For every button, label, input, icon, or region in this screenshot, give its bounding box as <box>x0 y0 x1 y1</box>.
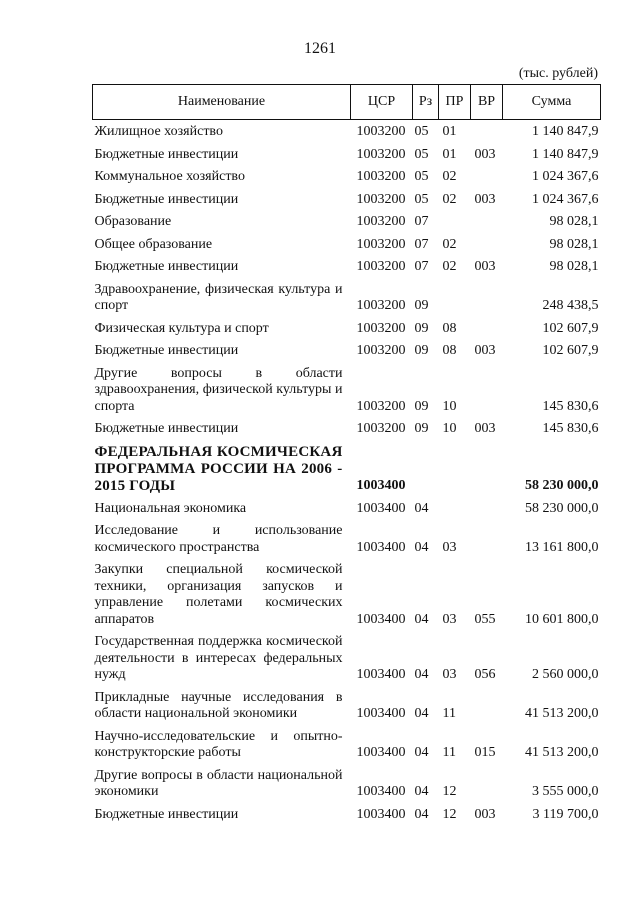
budget-table <box>92 84 601 826</box>
row-name: Бюджетные инвестиции <box>94 146 239 162</box>
row-csr: 1003400 <box>356 784 406 799</box>
row-vr: 003 <box>474 806 496 822</box>
row-csr: 1003200 <box>356 259 406 274</box>
row-vr <box>471 318 503 341</box>
row-rz: 07 <box>414 236 429 252</box>
row-csr: 1003400 <box>356 706 406 721</box>
row-pr: 01 <box>442 146 457 162</box>
header-sum: Сумма <box>503 85 601 120</box>
row-rz: 04 <box>414 539 429 555</box>
row-csr: 1003200 <box>356 146 406 162</box>
row-pr <box>439 498 471 521</box>
table-row <box>93 631 601 687</box>
header-csr: ЦСР <box>351 85 413 120</box>
row-name: Образование <box>94 214 172 229</box>
row-csr: 1003200 <box>356 398 406 414</box>
table-row <box>93 256 601 279</box>
row-name: Общее образование <box>94 236 213 252</box>
row-vr <box>471 211 503 234</box>
row-sum: 98 028,1 <box>549 214 599 229</box>
row-vr <box>471 120 503 144</box>
row-name: Бюджетные инвестиции <box>94 806 239 822</box>
row-vr: 055 <box>474 611 496 627</box>
row-rz: 05 <box>414 124 429 139</box>
row-rz: 07 <box>414 259 429 274</box>
row-vr <box>471 234 503 257</box>
table-row <box>93 804 601 827</box>
row-rz: 07 <box>414 214 429 229</box>
row-vr <box>471 166 503 189</box>
row-pr: 02 <box>442 236 457 252</box>
table-row <box>93 189 601 212</box>
row-name: Исследование и использование космического пространства <box>94 523 343 555</box>
row-pr: 11 <box>442 706 456 721</box>
row-pr: 10 <box>442 398 457 414</box>
row-sum: 98 028,1 <box>549 236 599 252</box>
row-csr: 1003400 <box>356 539 406 555</box>
row-csr: 1003200 <box>356 191 406 207</box>
row-rz: 09 <box>414 320 429 336</box>
row-csr: 1003200 <box>356 298 406 313</box>
row-vr <box>471 498 503 521</box>
row-csr: 1003400 <box>356 667 406 682</box>
row-pr: 03 <box>442 611 457 627</box>
units-label: (тыс. рублей) <box>518 66 598 81</box>
row-pr: 10 <box>442 421 457 436</box>
table-row <box>93 687 601 726</box>
row-name: Бюджетные инвестиции <box>94 421 239 436</box>
row-sum: 41 513 200,0 <box>525 745 599 760</box>
row-name: Другие вопросы в области здравоохранения, физической культуры и спорта <box>94 365 343 414</box>
row-name: Национальная экономика <box>94 500 247 516</box>
table-row <box>93 340 601 363</box>
table-row <box>93 765 601 804</box>
table-row <box>93 318 601 341</box>
row-csr: 1003200 <box>356 169 406 184</box>
row-name: Государственная поддержка космической деятельности в интересах федеральных нужд <box>94 634 343 682</box>
table-row <box>93 363 601 419</box>
row-vr: 003 <box>474 146 496 162</box>
row-sum: 1 140 847,9 <box>532 124 599 139</box>
row-vr <box>471 279 503 318</box>
row-csr: 1003400 <box>356 500 406 516</box>
table-row <box>93 166 601 189</box>
row-pr <box>439 211 471 234</box>
row-rz: 04 <box>414 806 429 822</box>
table-row <box>93 559 601 631</box>
row-csr: 1003200 <box>356 214 406 229</box>
table-row <box>93 234 601 257</box>
header-name: Наименование <box>93 85 351 120</box>
row-name: Бюджетные инвестиции <box>94 191 239 207</box>
row-vr: 003 <box>474 421 496 436</box>
row-pr <box>439 441 471 498</box>
row-sum: 41 513 200,0 <box>525 706 599 721</box>
row-sum: 2 560 000,0 <box>532 667 599 682</box>
row-sum: 58 230 000,0 <box>525 500 599 516</box>
row-pr: 02 <box>442 191 457 207</box>
table-header-row <box>93 85 601 120</box>
header-pr: ПР <box>439 85 471 120</box>
row-sum: 102 607,9 <box>542 320 599 336</box>
table-row <box>93 211 601 234</box>
row-sum: 98 028,1 <box>549 259 599 274</box>
row-name: Другие вопросы в области национальной экономики <box>94 767 343 799</box>
row-pr: 12 <box>442 784 457 799</box>
row-name: Коммунальное хозяйство <box>94 169 245 184</box>
row-name: Жилищное хозяйство <box>94 124 223 139</box>
row-csr: 1003200 <box>356 320 406 336</box>
row-rz <box>413 441 439 498</box>
row-name: Здравоохранение, физическая культура и спорт <box>94 281 343 313</box>
table-row <box>93 520 601 559</box>
row-vr <box>471 520 503 559</box>
row-rz: 09 <box>414 398 429 414</box>
table-row <box>93 726 601 765</box>
table-row <box>93 279 601 318</box>
row-vr: 015 <box>474 745 496 760</box>
table-row <box>93 418 601 441</box>
row-rz: 04 <box>414 500 429 516</box>
row-vr <box>471 765 503 804</box>
header-vr: ВР <box>471 85 503 120</box>
row-csr: 1003200 <box>356 236 406 252</box>
row-vr: 056 <box>474 667 496 682</box>
page-number: 1261 <box>304 40 336 57</box>
row-name: Бюджетные инвестиции <box>94 343 239 358</box>
row-pr: 02 <box>442 259 457 274</box>
row-csr: 1003200 <box>356 421 406 436</box>
row-sum: 13 161 800,0 <box>525 539 599 555</box>
row-vr <box>471 363 503 419</box>
row-sum: 145 830,6 <box>542 398 599 414</box>
row-csr: 1003400 <box>356 745 406 760</box>
row-rz: 04 <box>414 745 429 760</box>
row-sum: 58 230 000,0 <box>525 478 599 493</box>
row-rz: 04 <box>414 706 429 721</box>
row-vr: 003 <box>474 191 496 207</box>
row-pr: 11 <box>442 745 456 760</box>
row-rz: 05 <box>414 191 429 207</box>
row-name: Прикладные научные исследования в области национальной экономики <box>94 689 343 721</box>
row-sum: 3 119 700,0 <box>532 806 599 822</box>
row-pr: 03 <box>442 539 457 555</box>
row-sum: 10 601 800,0 <box>525 611 599 627</box>
row-name: Научно-исследовательские и опытно-конструкторские работы <box>94 728 343 760</box>
table-row <box>93 144 601 167</box>
row-pr: 02 <box>442 169 457 184</box>
row-rz: 05 <box>414 169 429 184</box>
table-row-program <box>93 441 601 498</box>
row-rz: 04 <box>414 784 429 799</box>
row-vr: 003 <box>474 259 496 274</box>
row-sum: 145 830,6 <box>542 421 599 436</box>
row-vr: 003 <box>474 343 496 358</box>
row-rz: 05 <box>414 146 429 162</box>
row-csr: 1003200 <box>356 124 406 139</box>
row-sum: 102 607,9 <box>542 343 599 358</box>
row-pr: 08 <box>442 343 457 358</box>
row-sum: 1 024 367,6 <box>532 169 599 184</box>
row-vr <box>471 441 503 498</box>
row-csr: 1003400 <box>356 478 406 493</box>
row-rz: 09 <box>414 343 429 358</box>
row-rz: 09 <box>414 421 429 436</box>
row-sum: 248 438,5 <box>542 298 599 313</box>
row-pr: 08 <box>442 320 457 336</box>
table-row <box>93 498 601 521</box>
row-csr: 1003200 <box>356 343 406 358</box>
row-csr: 1003400 <box>356 611 406 627</box>
row-pr: 01 <box>442 124 457 139</box>
row-name: Бюджетные инвестиции <box>94 259 239 274</box>
row-pr <box>439 279 471 318</box>
row-sum: 3 555 000,0 <box>532 784 599 799</box>
row-sum: 1 140 847,9 <box>532 146 599 162</box>
row-rz: 04 <box>414 611 429 627</box>
table-row <box>93 120 601 144</box>
row-pr: 12 <box>442 806 457 822</box>
row-rz: 04 <box>414 667 429 682</box>
row-name: Закупки специальной космической техники, организация запусков и управление полетами космических аппаратов <box>94 562 343 627</box>
row-rz: 09 <box>414 298 429 313</box>
row-csr: 1003400 <box>356 806 406 822</box>
row-name: ФЕДЕРАЛЬНАЯ КОСМИЧЕСКАЯ ПРОГРАММА РОССИИ НА 2006 - 2015 ГОДЫ <box>94 443 343 494</box>
header-rz: Рз <box>413 85 439 120</box>
row-pr: 03 <box>442 667 457 682</box>
row-name: Физическая культура и спорт <box>94 320 269 336</box>
row-sum: 1 024 367,6 <box>532 191 599 207</box>
row-vr <box>471 687 503 726</box>
